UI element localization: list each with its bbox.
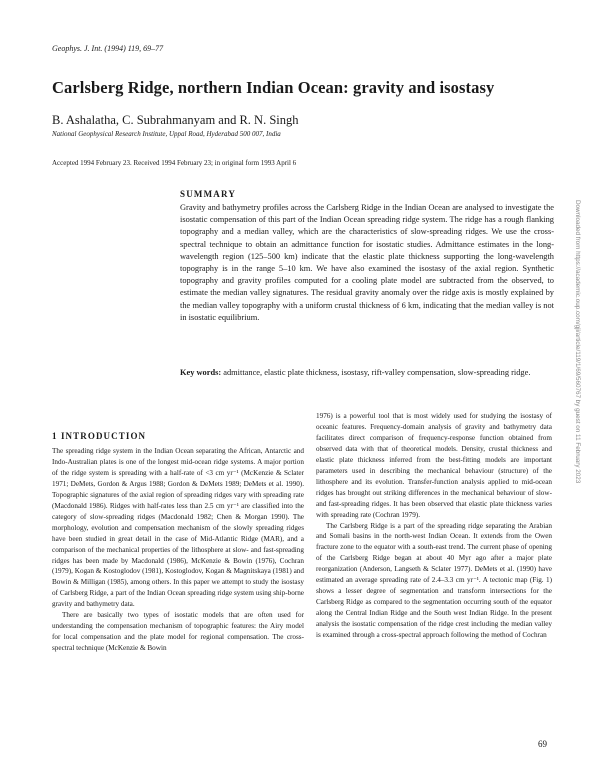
left-column: [52, 446, 304, 654]
summary-heading: SUMMARY: [180, 189, 237, 199]
section-heading-introduction: 1 INTRODUCTION: [52, 431, 147, 441]
keywords-list: admittance, elastic plate thickness, isostasy, rift-valley compensation, slow-spreading ridge.: [223, 368, 531, 377]
download-watermark-text: Downloaded from https://academic.oup.com/gji/article/119/1/69/560767 by guest on 11 February 2023: [574, 200, 581, 484]
intro-paragraph-3: 1976) is a powerful tool that is most widely used for studying the isostasy of oceanic features. Frequency-domain analysis of gravity and bathymetry data facilitates direct comparison of frequency-response function obtained from observed data with that of theoretical models. Density, crustal thickness and elastic plate thickness inferred from the best-fitting models are important parameters used in describing the mechanical behaviour (structure) of the lithosphere and its evolution. Transfer-function analysis applied to mid-ocean ridges has brought out striking differences in the mechanical behaviour of slow- and fast-spreading ridges. It has been observed that elastic plate thickness varies with spreading rate (Cochran 1979).: [316, 412, 552, 519]
affiliation: National Geophysical Research Institute, Uppal Road, Hyderabad 500 007, India: [52, 130, 281, 138]
intro-paragraph-4: The Carlsberg Ridge is a part of the spreading ridge separating the Arabian and Somali basins in the north-west Indian Ocean. It extends from the Owen fracture zone to the equator with a south-east trend. The current phase of opening of the Carlsberg Ridge began at about 40 Myr ago after a major plate reorganization (Anderson, Langseth & Sclater 1977). DeMets et al. (1990) have estimated an average spreading rate of 2.4–3.3 cm yr⁻¹. A tectonic map (Fig. 1) shows a lesser degree of segmentation and transform intersections for the Carlsberg Ridge as compared to the segmentation occurring south of the equator along the Central Indian Ridge and the South west Indian Ridge. In the present analysis the isostatic compensation of the ridge crest including the median valley is examined through a cross-spectral approach following the method of Cochran: [316, 521, 552, 640]
article-title: Carlsberg Ridge, northern Indian Ocean: gravity and isostasy: [52, 78, 495, 97]
journal-reference: Geophys. J. Int. (1994) 119, 69–77: [52, 44, 164, 53]
keywords: [180, 367, 554, 379]
right-column: [316, 411, 552, 641]
intro-paragraph-2: There are basically two types of isostatic models that are often used for understanding the compensation mechanism of topographic features: the Airy model for local compensation and the plate model for regional compensation. The cross-spectral technique (McKenzie & Bowin: [52, 611, 304, 653]
abstract-text: Gravity and bathymetry profiles across the Carlsberg Ridge in the Indian Ocean are analysed to investigate the isostatic compensation of this part of the Indian Ocean spreading ridge system. The ridge has a rough flanking topography and a median valley, which are the characteristics of slow-spreading ridges. We use the cross-spectral technique to obtain an admittance function for isostatic studies. Admittance estimates in the long-wavelength region (125–500 km) indicate that the elastic plate thickness supporting the long-wavelength topography is in the range 5–10 km. We have also examined the isostasy of the axial region. Synthetic topography and gravity profiles computed for a cooling plate model are subtracted from the observed, to estimate the median valley signatures. The residual gravity anomaly over the ridge axis is mostly explained by the median valley topography with a uniform crustal thickness of 6 km, indicating that the median valley is not in isostatic equilibrium.: [180, 203, 554, 322]
submission-dates: Accepted 1994 February 23. Received 1994 February 23; in original form 1993 April 6: [52, 159, 297, 167]
keywords-label: Key words:: [180, 368, 222, 377]
download-watermark: [572, 200, 584, 580]
page-number: 69: [538, 739, 547, 749]
intro-paragraph-1: The spreading ridge system in the Indian Ocean separating the African, Antarctic and Indo-Australian plates is one of the longest mid-ocean ridge systems. A major portion of the ridge system is spreading with a half-rate of <3 cm yr⁻¹ (McKenzie & Sclater 1971; DeMets, Gordon & Argus 1988; Gordon & DeMets 1989; DeMets et al. 1990). Topographic signatures of the axial region of spreading ridges vary with spreading rate (Macdonald 1986). Ridges with half-rates less than 2.5 cm yr⁻¹ are classified into the category of slow-spreading ridges (Macdonald 1982; Chen & Morgan 1990). The morphology, evolution and compensation mechanism of the slowly spreading ridges have been studied in great detail in the case of Mid-Atlantic Ridge (MAR), and a comparison of the mechanical properties of the lithosphere at slow- and fast-spreading ridges has been made by Macdonald (1986), McKenzie & Bowin (1976), Cochran (1979), Kogan & Kostoglodov (1981), Kostoglodov, Kogan & Magnitskaya (1981) and Bowin & Milligan (1985), among others. In this paper we attempt to study the isostasy of Carlsberg Ridge, a part of the Indian Ocean spreading ridge system using ship-borne gravity and bathymetry data.: [52, 447, 304, 609]
authors: B. Ashalatha, C. Subrahmanyam and R. N. Singh: [52, 113, 299, 127]
